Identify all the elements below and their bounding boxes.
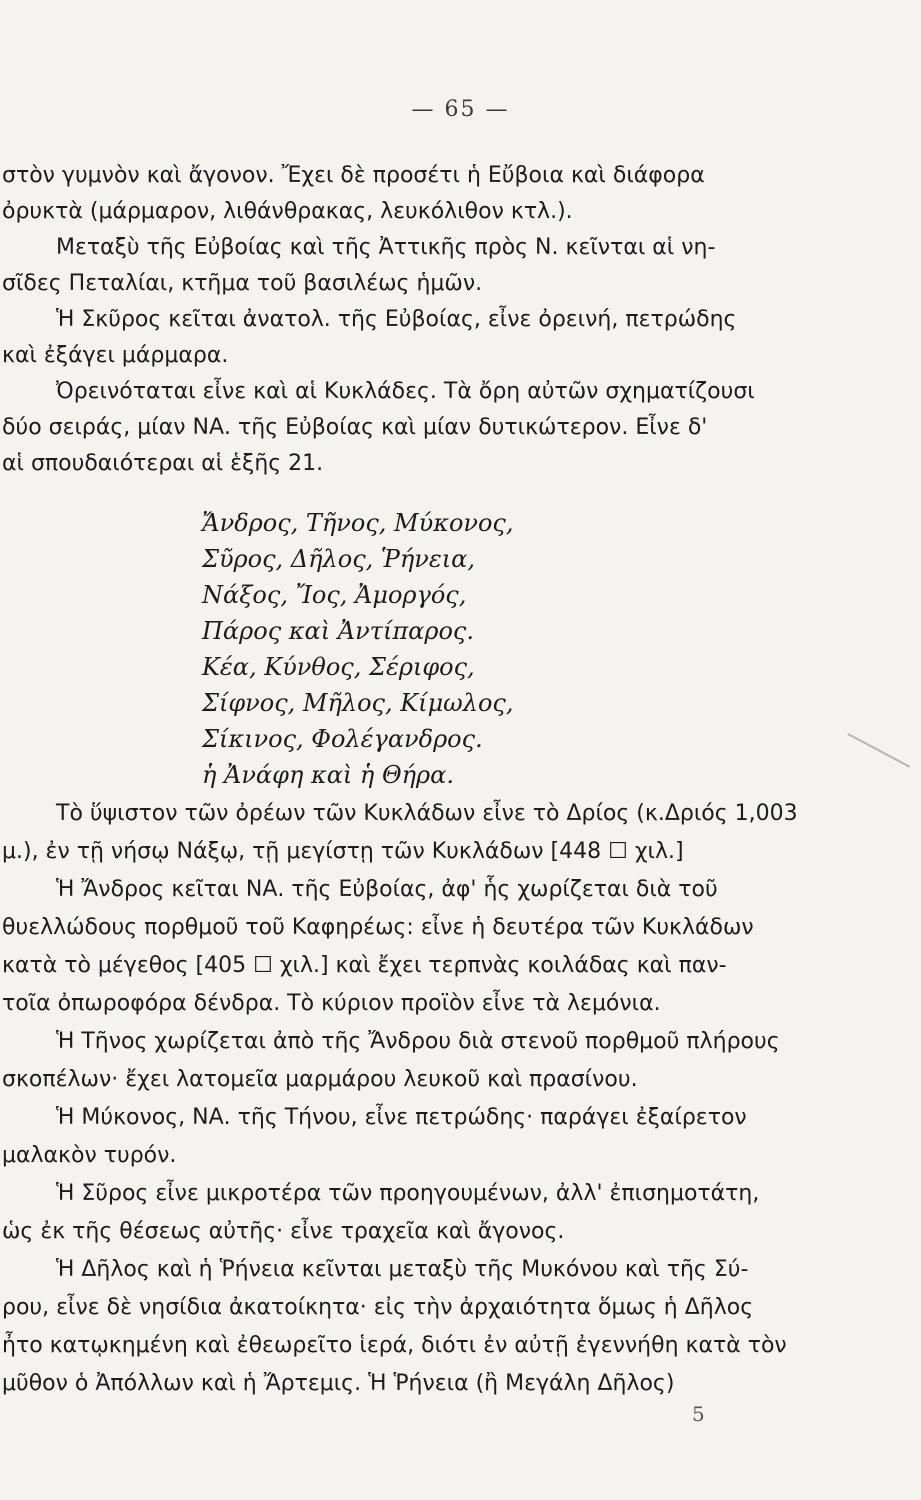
body-line: σῖδες Πεταλίαι, κτῆμα τοῦ βασιλέως ἡμῶν. <box>2 271 483 296</box>
body-line: Μεταξὺ τῆς Εὐβοίας καὶ τῆς Ἀττικῆς πρὸς Ν. κεῖνται αἱ νη- <box>56 235 716 260</box>
body-line: μ.), ἐν τῇ νήσῳ Νάξῳ, τῇ μεγίστῃ τῶν Κυκλάδων [448 ☐ χιλ.] <box>2 839 684 864</box>
body-line: μῦθον ὁ Ἀπόλλων καὶ ἡ Ἄρτεμις. Ἡ Ῥήνεια (ἢ Μεγάλη Δῆλος) <box>2 1371 675 1396</box>
island-list-line: Σίφνος, Μῆλος, Κίμωλος, <box>202 689 514 717</box>
body-line: κατὰ τὸ μέγεθος [405 ☐ χιλ.] καὶ ἔχει τερπνὰς κοιλάδας καὶ παν- <box>2 953 727 978</box>
island-list-line: Ἄνδρος, Τῆνος, Μύκονος, <box>202 509 514 537</box>
body-line: θυελλώδους πορθμοῦ τοῦ Καφηρέως: εἶνε ἡ δευτέρα τῶν Κυκλάδων <box>2 915 754 940</box>
body-line: αἱ σπουδαιότεραι αἱ ἑξῆς 21. <box>2 451 324 476</box>
island-list-line: Νάξος, Ἴος, Ἀμοργός, <box>202 581 467 609</box>
body-line: Ἡ Σκῦρος κεῖται ἀνατολ. τῆς Εὐβοίας, εἶνε ὀρεινή, πετρώδης <box>56 307 737 332</box>
body-line: τοῖα ὀπωροφόρα δένδρα. Τὸ κύριον προϊὸν εἶνε τὰ λεμόνια. <box>2 991 661 1016</box>
body-line: στὸν γυμνὸν καὶ ἄγονον. Ἔχει δὲ προσέτι ἡ Εὔβοια καὶ διάφορα <box>2 163 705 188</box>
body-line: Ὀρεινόταται εἶνε καὶ αἱ Κυκλάδες. Τὰ ὄρη αὐτῶν σχηματίζουσι <box>56 379 755 404</box>
body-line: ὀρυκτὰ (μάρμαρον, λιθάνθρακας, λευκόλιθον κτλ.). <box>2 199 573 224</box>
island-list-line: Πάρος καὶ Ἀντίπαρος. <box>202 617 474 645</box>
signature-mark: 5 <box>692 1402 705 1426</box>
body-line: Ἡ Ἄνδρος κεῖται ΝΑ. τῆς Εὐβοίας, ἀφ' ἧς χωρίζεται διὰ τοῦ <box>56 877 718 902</box>
body-line: Ἡ Μύκονος, ΝΑ. τῆς Τήνου, εἶνε πετρώδης· παράγει ἐξαίρετον <box>56 1105 747 1130</box>
body-line: ὡς ἐκ τῆς θέσεως αὐτῆς· εἶνε τραχεῖα καὶ ἄγονος. <box>2 1219 565 1244</box>
body-line: Τὸ ὕψιστον τῶν ὀρέων τῶν Κυκλάδων εἶνε τὸ Δρίος (κ.Δριός 1,003 <box>56 801 798 826</box>
body-line: σκοπέλων· ἔχει λατομεῖα μαρμάρου λευκοῦ καὶ πρασίνου. <box>2 1067 638 1092</box>
island-list-line: ἡ Ἀνάφη καὶ ἡ Θήρα. <box>202 761 454 789</box>
body-line: δύο σειράς, μίαν ΝΑ. τῆς Εὐβοίας καὶ μίαν δυτικώτερον. Εἶνε δ' <box>2 415 708 440</box>
body-line: μαλακὸν τυρόν. <box>2 1143 177 1168</box>
body-line: Ἡ Τῆνος χωρίζεται ἀπὸ τῆς Ἄνδρου διὰ στενοῦ πορθμοῦ πλήρους <box>56 1029 780 1054</box>
body-line: ρου, εἶνε δὲ νησίδια ἀκατοίκητα· εἰς τὴν ἀρχαιότητα ὅμως ἡ Δῆλος <box>2 1295 754 1320</box>
body-line: Ἡ Δῆλος καὶ ἡ Ῥήνεια κεῖνται μεταξὺ τῆς Μυκόνου καὶ τῆς Σύ- <box>56 1257 749 1282</box>
body-line: ἦτο κατῳκημένη καὶ ἐθεωρεῖτο ἱερά, διότι ἐν αὐτῇ ἐγεννήθη κατὰ τὸν <box>2 1333 787 1358</box>
body-line: Ἡ Σῦρος εἶνε μικροτέρα τῶν προηγουμένων, ἀλλ' ἐπισημοτάτη, <box>56 1181 760 1206</box>
body-line: καὶ ἐξάγει μάρμαρα. <box>2 343 229 368</box>
pencil-mark <box>848 733 911 768</box>
island-list-line: Σίκινος, Φολέγανδρος. <box>202 725 483 753</box>
island-list-line: Κέα, Κύνθος, Σέριφος, <box>202 653 475 681</box>
page-number-header: — 65 — <box>411 97 510 122</box>
island-list-line: Σῦρος, Δῆλος, Ῥήνεια, <box>202 545 475 573</box>
